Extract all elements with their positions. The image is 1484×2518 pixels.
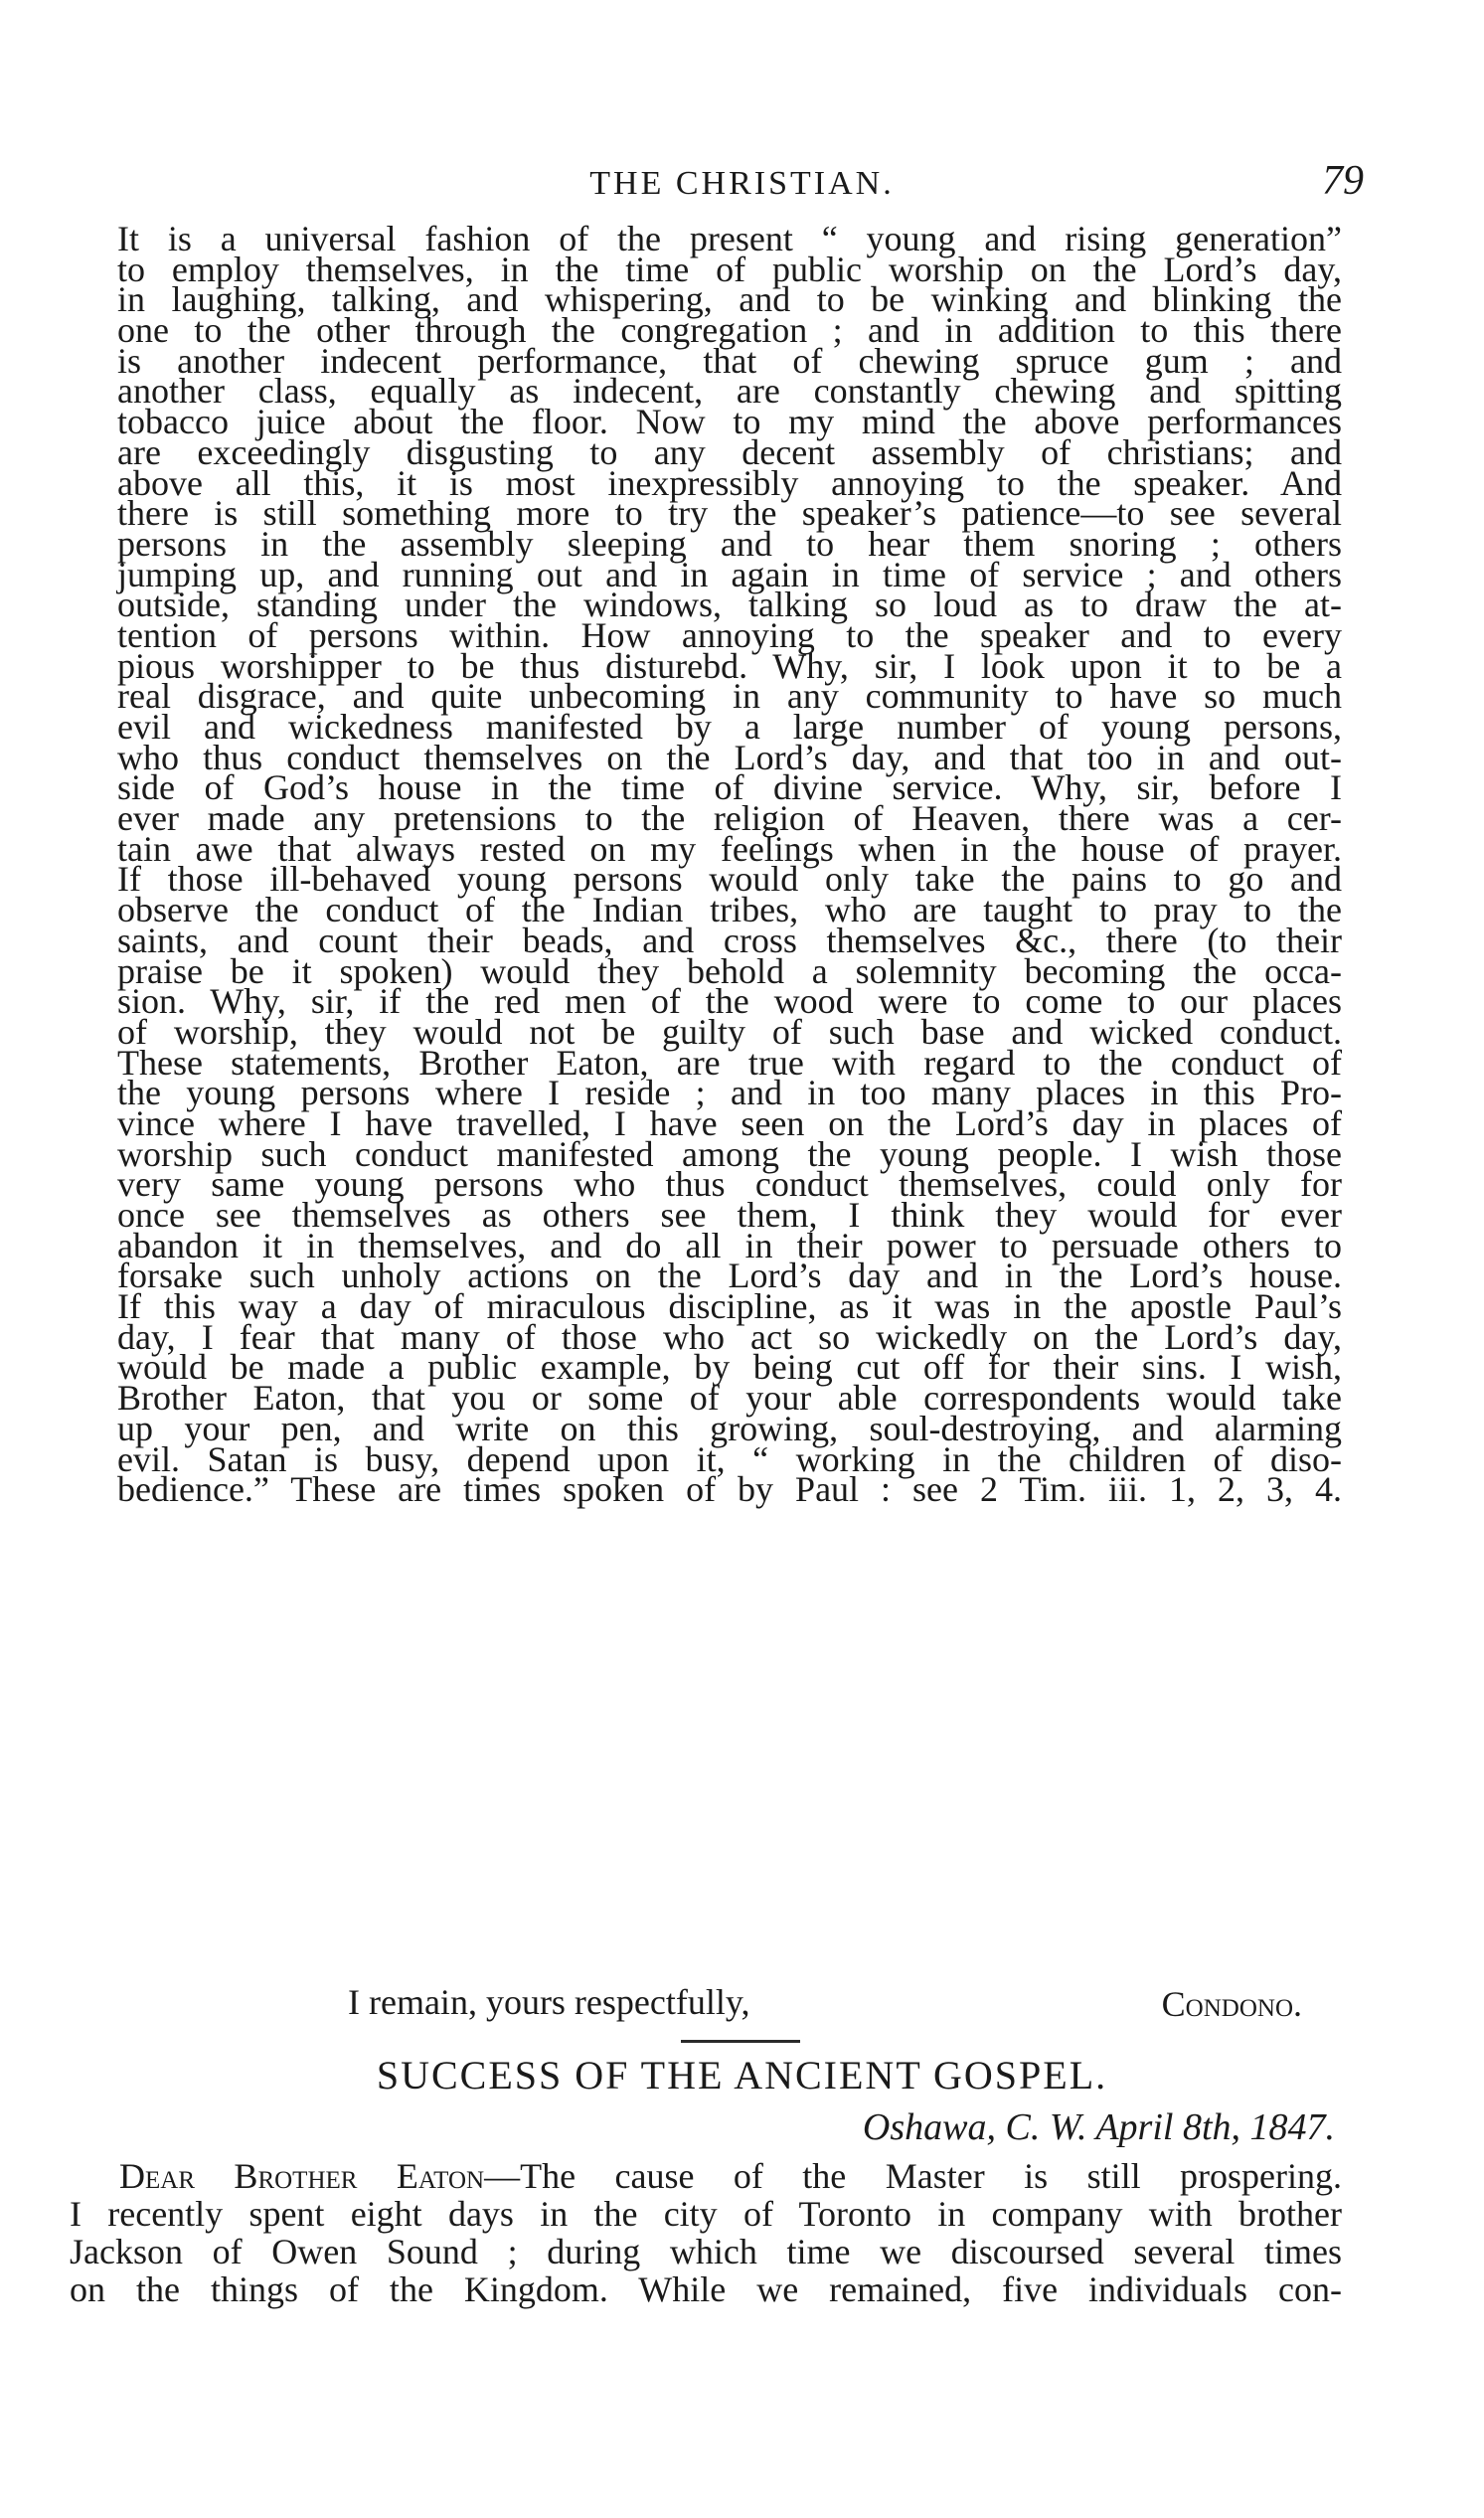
article-line: If this way a day of miraculous discipline, as it was in the apostle Paul’s [117, 1286, 1342, 1327]
article-line: sion. Why, sir, if the red men of the wood were to come to our places [117, 981, 1342, 1022]
letter-line-rest: —The cause of the Master is still prospering. [484, 2156, 1342, 2196]
running-title: THE CHRISTIAN. [589, 165, 895, 202]
article-line: evil. Satan is busy, depend upon it, “ working in the children of diso- [117, 1438, 1342, 1479]
article-line: tain awe that always rested on my feelings when in the house of prayer. [117, 828, 1342, 869]
article-body [117, 219, 1342, 1510]
article-line: bedience.” These are times spoken of by Paul : see 2 Tim. iii. 1, 2, 3, 4. [117, 1469, 1342, 1510]
article-line: one to the other through the congregation ; and in addition to this there [117, 310, 1342, 351]
article-line: tention of persons within. How annoying to the speaker and to every [117, 614, 1342, 655]
signature: Condono. [1161, 1984, 1302, 2024]
letter-first-line [70, 2157, 1342, 2195]
section-divider [681, 2040, 800, 2043]
article-line: worship such conduct manifested among the young people. I wish those [117, 1133, 1342, 1174]
article-line: tobacco juice about the floor. Now to my mind the above performances [117, 402, 1342, 442]
article-line: abandon it in themselves, and do all in their power to persuade others to [117, 1225, 1342, 1265]
article-line: These statements, Brother Eaton, are true with regard to the conduct of [117, 1042, 1342, 1083]
letter-closing [117, 1981, 1342, 2025]
article-line: praise be it spoken) would they behold a solemnity becoming the occa- [117, 950, 1342, 991]
article-line: who thus conduct themselves on the Lord’s day, and that too in and out- [117, 737, 1342, 777]
article-line: It is a universal fashion of the present “ young and rising generation” [117, 219, 1342, 258]
article-line: vince where I have travelled, I have seen on the Lord’s day in places of [117, 1102, 1342, 1143]
article-line: to employ themselves, in the time of public worship on the Lord’s day, [117, 249, 1342, 289]
article-line: forsake such unholy actions on the Lord’s day and in the Lord’s house. [117, 1256, 1342, 1296]
article-line: once see themselves as others see them, I think they would for ever [117, 1195, 1342, 1235]
salutation: Dear Brother Eaton [119, 2156, 485, 2196]
letter-line: on the things of the Kingdom. While we remained, five individuals con- [70, 2269, 1342, 2309]
article-line: would be made a public example, by being cut off for their sins. I wish, [117, 1347, 1342, 1388]
article-line: up your pen, and write on this growing, soul-destroying, and alarming [117, 1408, 1342, 1448]
closing-phrase: I remain, yours respectfully, [348, 1982, 750, 2022]
dateline: Oshawa, C. W. April 8th, 1847. [862, 2106, 1335, 2148]
running-head [0, 157, 1484, 217]
article-line: above all this, it is most inexpressibly annoying to the speaker. And [117, 462, 1342, 503]
article-line: there is still something more to try the speaker’s patience—to see several [117, 493, 1342, 534]
page-number: 79 [1322, 158, 1364, 204]
article-line: pious worshipper to be thus disturebd. Why, sir, I look upon it to be a [117, 645, 1342, 686]
letter-body [70, 2157, 1342, 2308]
article-line: in laughing, talking, and whispering, and to be winking and blinking the [117, 279, 1342, 320]
article-line: very same young persons who thus conduct themselves, could only for [117, 1164, 1342, 1205]
article-line: of worship, they would not be guilty of such base and wicked conduct. [117, 1011, 1342, 1052]
article-line: ever made any pretensions to the religion of Heaven, there was a cer- [117, 798, 1342, 839]
article-line: jumping up, and running out and in again in time of service ; and others [117, 554, 1342, 594]
article-line: side of God’s house in the time of divine service. Why, sir, before I [117, 767, 1342, 808]
article-line: are exceedingly disgusting to any decent assembly of christians; and [117, 431, 1342, 472]
article-line: outside, standing under the windows, talking so loud as to draw the at- [117, 585, 1342, 625]
article-line: evil and wickedness manifested by a large number of young persons, [117, 707, 1342, 747]
article-line: saints, and count their beads, and cross themselves &c., there (to their [117, 920, 1342, 960]
article-line: If those ill-behaved young persons would only take the pains to go and [117, 859, 1342, 900]
article-line: is another indecent performance, that of chewing spruce gum ; and [117, 340, 1342, 381]
article-line: day, I fear that many of those who act so wickedly on the Lord’s day, [117, 1316, 1342, 1357]
letter-line: I recently spent eight days in the city of Toronto in company with brother [70, 2194, 1342, 2234]
article-line: real disgrace, and quite unbecoming in any community to have so much [117, 676, 1342, 717]
letter-line: Jackson of Owen Sound ; during which time we discoursed several times [70, 2232, 1342, 2271]
section-heading: SUCCESS OF THE ANCIENT GOSPEL. [376, 2053, 1108, 2098]
article-line: persons in the assembly sleeping and to hear them snoring ; others [117, 523, 1342, 564]
article-line: observe the conduct of the Indian tribes, who are taught to pray to the [117, 890, 1342, 930]
article-line: the young persons where I reside ; and in too many places in this Pro- [117, 1073, 1342, 1113]
article-line: Brother Eaton, that you or some of your able correspondents would take [117, 1378, 1342, 1419]
article-line: another class, equally as indecent, are constantly chewing and spitting [117, 371, 1342, 412]
